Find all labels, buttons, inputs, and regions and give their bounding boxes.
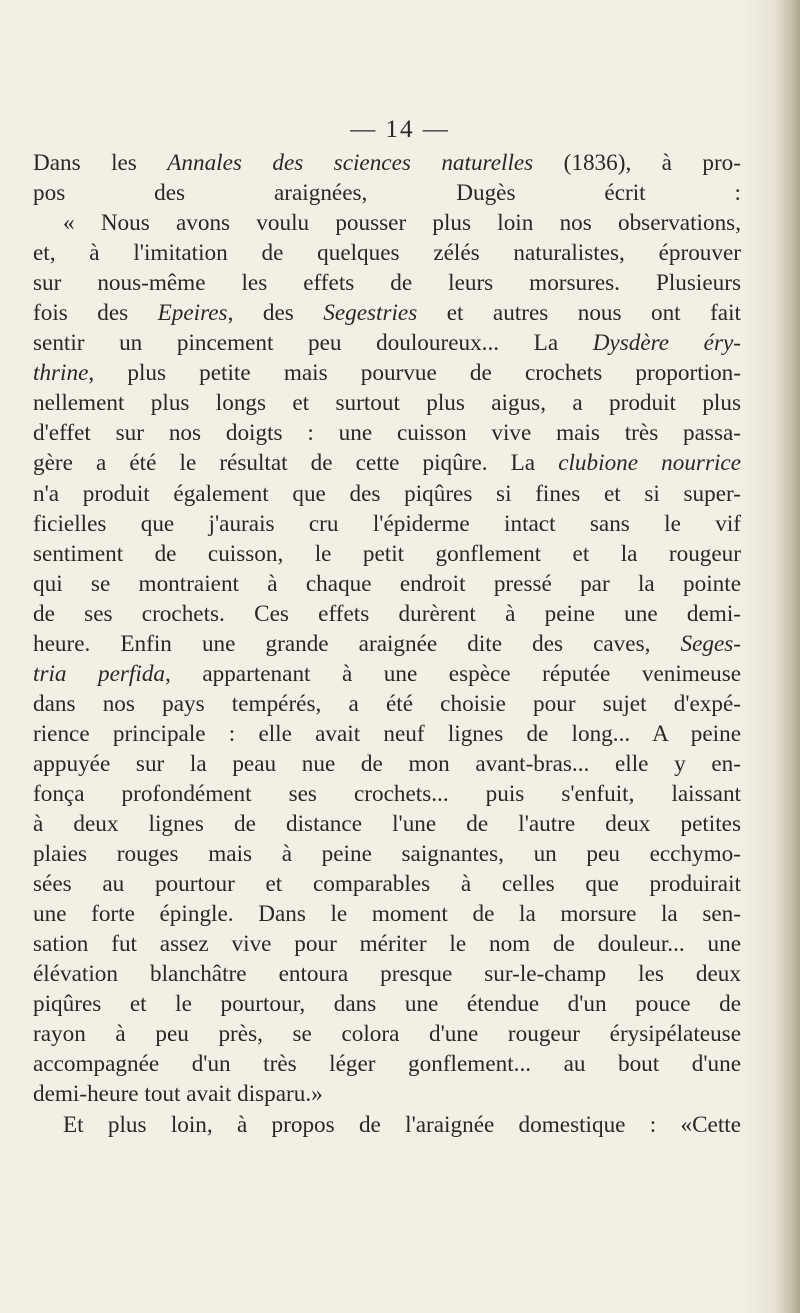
text-line <box>33 839 741 869</box>
text-line <box>33 959 741 989</box>
text-line <box>33 238 741 268</box>
text-line <box>33 1049 741 1079</box>
text-line <box>33 569 741 599</box>
text-line <box>33 689 741 719</box>
text-line <box>33 418 741 448</box>
text-line <box>33 899 741 929</box>
text-line <box>33 298 741 328</box>
italic-text: Segestries <box>323 300 418 327</box>
text-segment: fois des <box>33 300 158 327</box>
italic-text: tria perfida <box>33 660 166 687</box>
body-text <box>33 148 741 1140</box>
text-line <box>33 809 741 839</box>
text-segment: « Nous avons voulu pousser plus loin nos observations, <box>63 210 741 237</box>
text-segment: et autres nous ont fait <box>417 300 741 327</box>
italic-text: Epeires <box>157 300 228 327</box>
text-segment: n'a produit également que des piqûres si fines et si super- <box>33 480 741 507</box>
text-segment: sentir un pincement peu douloureux... La <box>33 330 593 357</box>
text-line <box>33 869 741 899</box>
text-segment: heure. Enfin une grande araignée dite des caves, <box>33 630 681 657</box>
text-line <box>33 779 741 809</box>
text-segment: de ses crochets. Ces effets durèrent à peine une demi- <box>33 600 741 627</box>
text-segment: ficielles que j'aurais cru l'épiderme intact sans le vif <box>33 510 741 537</box>
text-segment: Dans les <box>33 150 168 176</box>
text-line <box>33 539 741 569</box>
text-segment: sentiment de cuisson, le petit gonflement et la rougeur <box>33 540 741 567</box>
text-line <box>33 148 741 178</box>
italic-text: Dysdère éry- <box>592 330 741 357</box>
text-line <box>33 268 741 298</box>
page-edge-shadow <box>774 0 800 1313</box>
text-segment: d'effet sur nos doigts : une cuisson vive mais très passa- <box>33 420 741 447</box>
text-segment: élévation blanchâtre entoura presque sur-le-champ les deux <box>33 961 741 988</box>
text-line <box>33 1019 741 1049</box>
italic-text: Seges- <box>680 630 741 657</box>
text-line <box>33 388 741 418</box>
text-segment: , des <box>227 300 324 327</box>
text-segment: qui se montraient à chaque endroit pressé par la pointe <box>33 570 741 597</box>
text-segment: , appartenant à une espèce réputée venimeuse <box>165 660 742 687</box>
text-line <box>33 1110 741 1140</box>
text-segment: nellement plus longs et surtout plus aigus, a produit plus <box>33 390 741 417</box>
text-segment: sur nous-même les effets de leurs morsures. Plusieurs <box>33 270 741 297</box>
text-line <box>33 448 741 478</box>
text-line <box>33 989 741 1019</box>
italic-text: thrine <box>33 360 89 387</box>
text-line <box>33 929 741 959</box>
text-segment: accompagnée d'un très léger gonflement... au bout d'une <box>33 1051 741 1078</box>
text-segment: rayon à peu près, se colora d'une rougeur érysipélateuse <box>33 1021 741 1048</box>
text-line <box>33 208 741 238</box>
text-line <box>33 749 741 779</box>
text-segment: Et plus loin, à propos de l'araignée domestique : «Cette <box>63 1111 741 1138</box>
text-segment: et, à l'imitation de quelques zélés naturalistes, éprouver <box>33 240 741 267</box>
text-line <box>33 178 741 208</box>
text-segment: sation fut assez vive pour mériter le nom de douleur... une <box>33 931 741 958</box>
page-number: — 14 — <box>350 116 450 143</box>
text-segment: demi-heure tout avait disparu.» <box>33 1081 323 1108</box>
text-segment: (1836), à pro- <box>533 150 741 176</box>
text-segment: gère a été le résultat de cette piqûre. La <box>33 450 559 477</box>
text-segment: rience principale : elle avait neuf lignes de long... A peine <box>33 720 741 747</box>
italic-text: Annales des sciences naturelles <box>167 150 534 176</box>
text-segment: fonça profondément ses crochets... puis s'enfuit, laissant <box>33 780 741 807</box>
italic-text: clubione nourrice <box>558 450 741 477</box>
text-line <box>33 358 741 388</box>
text-line <box>33 479 741 509</box>
text-segment: , plus petite mais pourvue de crochets proportion- <box>88 360 741 387</box>
text-line <box>33 328 741 358</box>
text-line <box>33 509 741 539</box>
text-segment: pos des araignées, Dugès écrit : <box>33 180 741 207</box>
text-segment: piqûres et le pourtour, dans une étendue d'un pouce de <box>33 991 741 1018</box>
text-segment: à deux lignes de distance l'une de l'autre deux petites <box>33 811 741 838</box>
text-line <box>33 599 741 629</box>
text-segment: sées au pourtour et comparables à celles que produirait <box>33 871 741 898</box>
text-line <box>33 1079 741 1109</box>
text-segment: plaies rouges mais à peine saignantes, un peu ecchymo- <box>33 841 741 868</box>
text-segment: dans nos pays tempérés, a été choisie pour sujet d'expé- <box>33 690 741 717</box>
text-line <box>33 659 741 689</box>
text-line <box>33 719 741 749</box>
text-segment: appuyée sur la peau nue de mon avant-bras... elle y en- <box>33 750 741 777</box>
text-line <box>33 629 741 659</box>
text-segment: une forte épingle. Dans le moment de la morsure la sen- <box>33 901 741 928</box>
